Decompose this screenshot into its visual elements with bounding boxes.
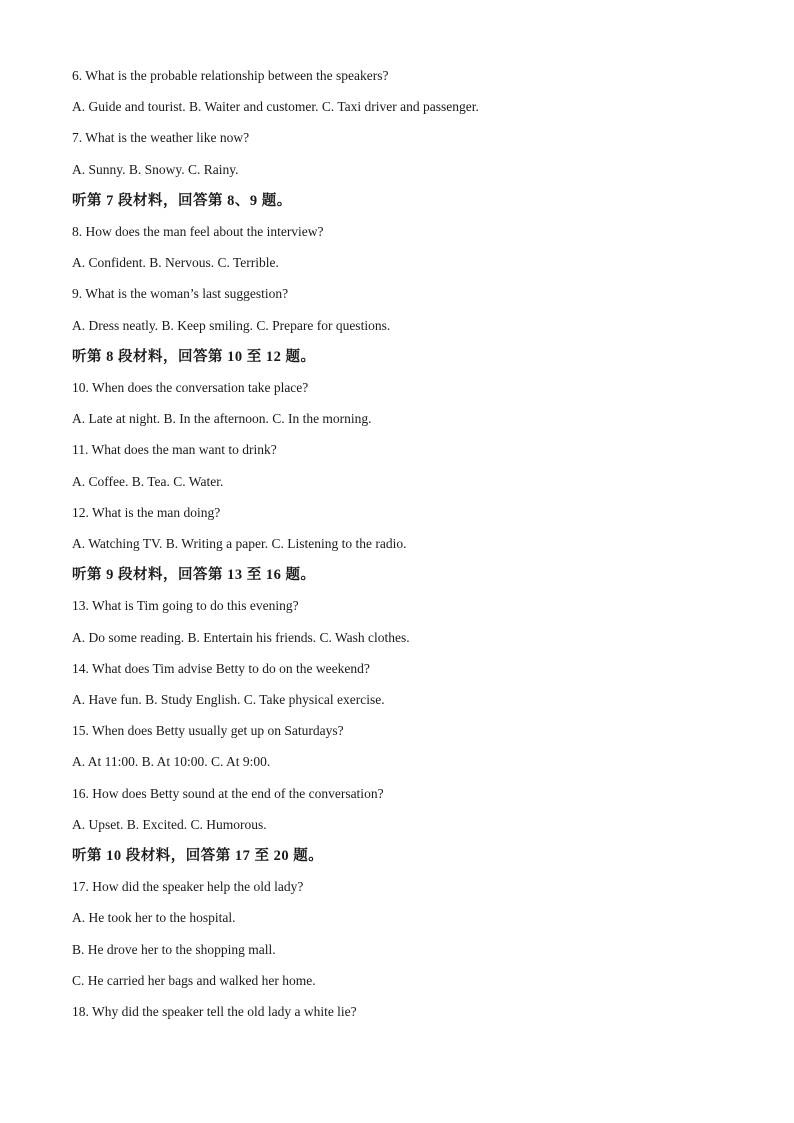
question-text: 13. What is Tim going to do this evening? bbox=[72, 598, 299, 614]
section-heading: 听第 7 段材料，回答第 8、9 题。 bbox=[72, 192, 292, 209]
question-text: 12. What is the man doing? bbox=[72, 504, 221, 520]
answer-options: A. Guide and tourist. B. Waiter and customer. C. Taxi driver and passenger. bbox=[72, 99, 479, 115]
question-text: 9. What is the woman’s last suggestion? bbox=[72, 286, 289, 302]
answer-options: A. Sunny. B. Snowy. C. Rainy. bbox=[72, 161, 239, 177]
answer-options: A. Confident. B. Nervous. C. Terrible. bbox=[72, 255, 279, 271]
question-text: 10. When does the conversation take place? bbox=[72, 380, 309, 395]
answer-options: A. Have fun. B. Study English. C. Take physical exercise. bbox=[72, 692, 385, 707]
section-heading: 听第 8 段材料，回答第 10 至 12 题。 bbox=[72, 348, 316, 365]
section-heading: 听第 10 段材料，回答第 17 至 20 题。 bbox=[72, 848, 324, 864]
answer-options: A. Do some reading. B. Entertain his friends. C. Wash clothes. bbox=[72, 629, 410, 645]
answer-options: A. Late at night. B. In the afternoon. C. In the morning. bbox=[72, 411, 372, 427]
answer-options: A. Dress neatly. B. Keep smiling. C. Prepare for questions. bbox=[72, 317, 391, 333]
question-text: 11. What does the man want to drink? bbox=[72, 442, 277, 458]
answer-options: B. He drove her to the shopping mall. bbox=[72, 941, 276, 957]
question-text: 14. What does Tim advise Betty to do on the weekend? bbox=[72, 660, 370, 676]
question-text: 18. Why did the speaker tell the old lady a white lie? bbox=[72, 1004, 357, 1019]
question-text: 17. How did the speaker help the old lady? bbox=[72, 879, 304, 895]
answer-options: A. Coffee. B. Tea. C. Water. bbox=[72, 473, 224, 489]
answer-options: A. Watching TV. B. Writing a paper. C. Listening to the radio. bbox=[72, 536, 407, 551]
answer-options: A. He took her to the hospital. bbox=[72, 910, 236, 926]
question-text: 6. What is the probable relationship between the speakers? bbox=[72, 68, 389, 83]
answer-options: C. He carried her bags and walked her home. bbox=[72, 972, 316, 988]
section-heading: 听第 9 段材料，回答第 13 至 16 题。 bbox=[72, 567, 316, 584]
question-text: 8. How does the man feel about the interview? bbox=[72, 224, 324, 239]
answer-options: A. Upset. B. Excited. C. Humorous. bbox=[72, 816, 267, 832]
question-text: 15. When does Betty usually get up on Saturdays? bbox=[72, 723, 344, 739]
answer-options: A. At 11:00. B. At 10:00. C. At 9:00. bbox=[72, 754, 271, 770]
question-text: 16. How does Betty sound at the end of the conversation? bbox=[72, 785, 384, 801]
question-text: 7. What is the weather like now? bbox=[72, 130, 250, 146]
